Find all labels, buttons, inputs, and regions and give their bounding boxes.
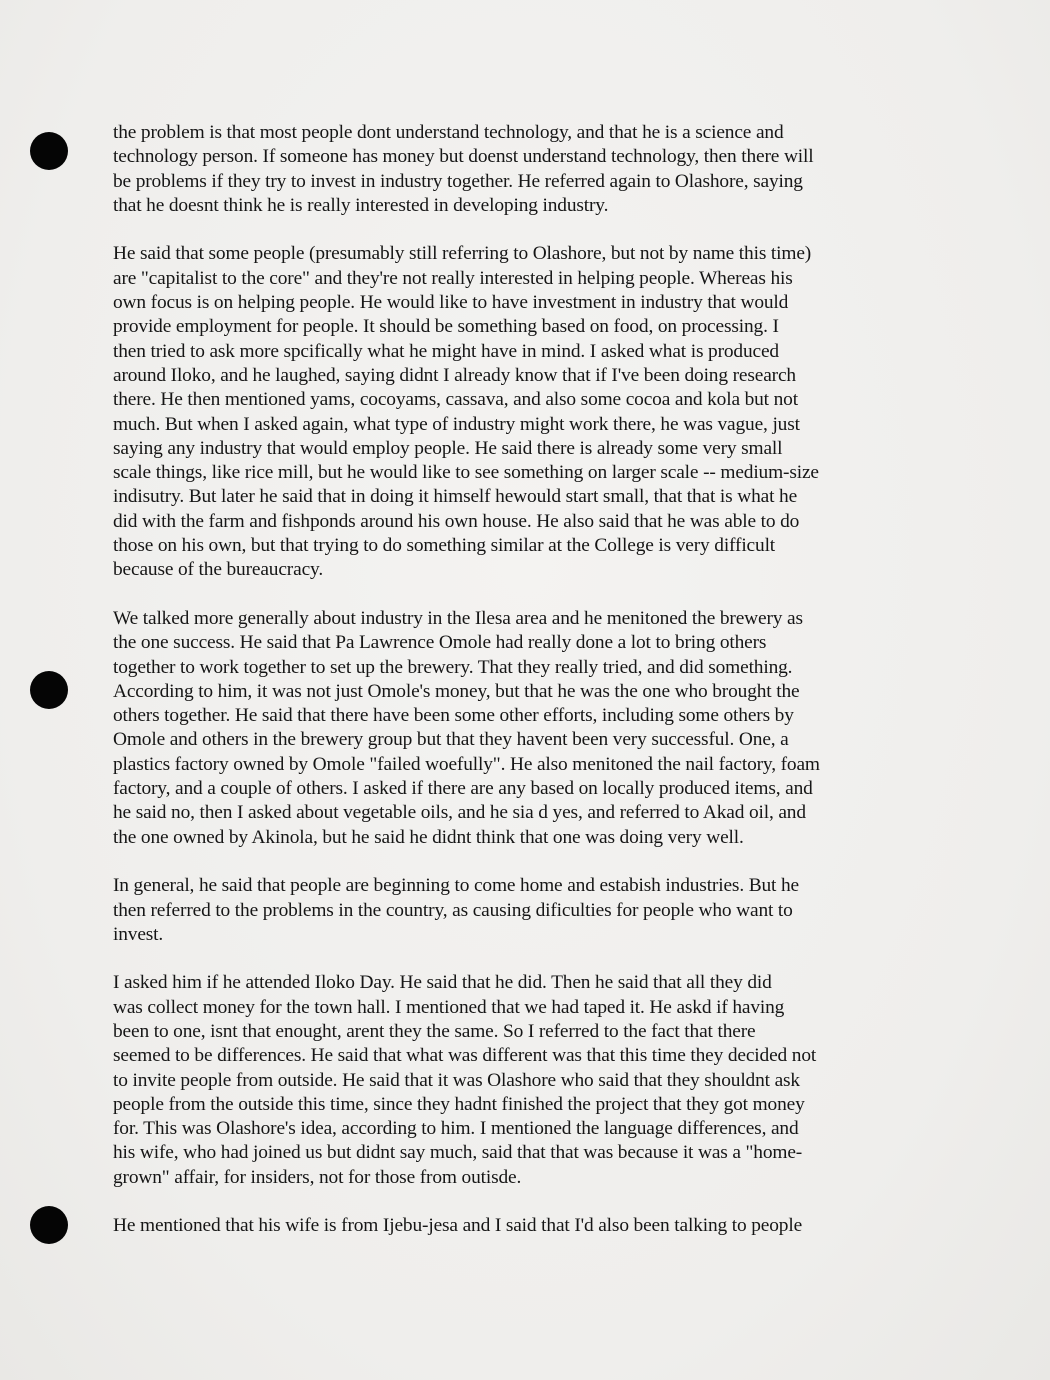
text-line: he said no, then I asked about vegetable oils, and he sia d yes, and referred to Akad oil, and: [113, 802, 806, 824]
text-line: seemed to be differences. He said that what was different was that this time they decided not: [113, 1045, 817, 1067]
text-line: did with the farm and fishponds around his own house. He also said that he was able to do: [113, 510, 800, 532]
text-line: invest.: [113, 923, 164, 945]
text-line: others together. He said that there have been some other efforts, including some others by: [113, 705, 794, 727]
text-line: people from the outside this time, since they hadnt finished the project that they got money: [113, 1093, 805, 1115]
text-line: grown" affair, for insiders, not for those from outisde.: [113, 1166, 522, 1188]
text-line: together to work together to set up the brewery. That they really tried, and did something.: [113, 656, 793, 678]
punch-hole-bottom: [30, 1206, 68, 1244]
text-line: was collect money for the town hall. I mentioned that we had taped it. He askd if having: [113, 996, 785, 1018]
text-line: much. But when I asked again, what type of industry might work there, he was vague, just: [113, 413, 800, 435]
text-line: We talked more generally about industry in the Ilesa area and he menitoned the brewery as: [113, 607, 803, 629]
text-line: provide employment for people. It should be something based on food, on processing. I: [113, 316, 779, 338]
paragraph-3: [113, 607, 943, 850]
text-line: are "capitalist to the core" and they're not really interested in helping people. Whereas his: [113, 267, 793, 289]
text-line: own focus is on helping people. He would like to have investment in industry that would: [113, 292, 789, 314]
paragraph-4: [113, 874, 943, 947]
text-line: scale things, like rice mill, but he would like to see something on larger scale -- medium-size: [113, 462, 819, 484]
text-line: there. He then mentioned yams, cocoyams, cassava, and also some cocoa and kola but not: [113, 389, 798, 411]
text-line: those on his own, but that trying to do something similar at the College is very difficult: [113, 535, 776, 557]
text-line: that he doesnt think he is really interested in developing industry.: [113, 194, 609, 216]
text-line: Omole and others in the brewery group but that they havent been very successful. One, a: [113, 729, 789, 751]
text-line: the one success. He said that Pa Lawrence Omole had really done a lot to bring others: [113, 632, 767, 654]
paragraph-5: [113, 971, 943, 1190]
text-line: the problem is that most people dont understand technology, and that he is a science and: [113, 122, 784, 143]
punch-hole-top: [30, 132, 68, 170]
text-line: factory, and a couple of others. I asked if there are any based on locally produced items, and: [113, 778, 813, 800]
document-body: [113, 121, 943, 1263]
text-line: the one owned by Akinola, but he said he didnt think that one was doing very well.: [113, 826, 744, 848]
text-line: plastics factory owned by Omole "failed woefully". He also menitoned the nail factory, foam: [113, 753, 820, 775]
text-line: for. This was Olashore's idea, according to him. I mentioned the language differences, and: [113, 1118, 799, 1140]
punch-hole-middle: [30, 671, 68, 709]
text-line: He said that some people (presumably still referring to Olashore, but not by name this time): [113, 243, 812, 265]
text-line: been to one, isnt that enought, arent they the same. So I referred to the fact that there: [113, 1020, 756, 1042]
paragraph-1: [113, 121, 943, 218]
text-line: technology person. If someone has money but doenst understand technology, then there will: [113, 146, 814, 168]
text-line: then referred to the problems in the country, as causing dificulties for people who want to: [113, 899, 793, 921]
text-line: be problems if they try to invest in industry together. He referred again to Olashore, saying: [113, 170, 803, 192]
paragraph-6: [113, 1214, 943, 1238]
text-line: saying any industry that would employ people. He said there is already some very small: [113, 437, 783, 459]
text-line: around Iloko, and he laughed, saying didnt I already know that if I've been doing research: [113, 364, 796, 386]
text-line: I asked him if he attended Iloko Day. He said that he did. Then he said that all they did: [113, 972, 772, 994]
text-line: to invite people from outside. He said that it was Olashore who said that they shouldnt ask: [113, 1069, 800, 1091]
text-line: indisutry. But later he said that in doing it himself hewould start small, that that is what he: [113, 486, 798, 508]
text-line: He mentioned that his wife is from Ijebu-jesa and I said that I'd also been talking to people: [113, 1215, 803, 1237]
text-line: In general, he said that people are beginning to come home and estabish industries. But he: [113, 875, 799, 897]
paragraph-2: [113, 242, 943, 582]
text-line: because of the bureaucracy.: [113, 559, 324, 581]
text-line: his wife, who had joined us but didnt say much, said that that was because it was a "home-: [113, 1142, 803, 1164]
text-line: then tried to ask more spcifically what he might have in mind. I asked what is produced: [113, 340, 779, 362]
text-line: According to him, it was not just Omole's money, but that he was the one who brought the: [113, 680, 800, 702]
